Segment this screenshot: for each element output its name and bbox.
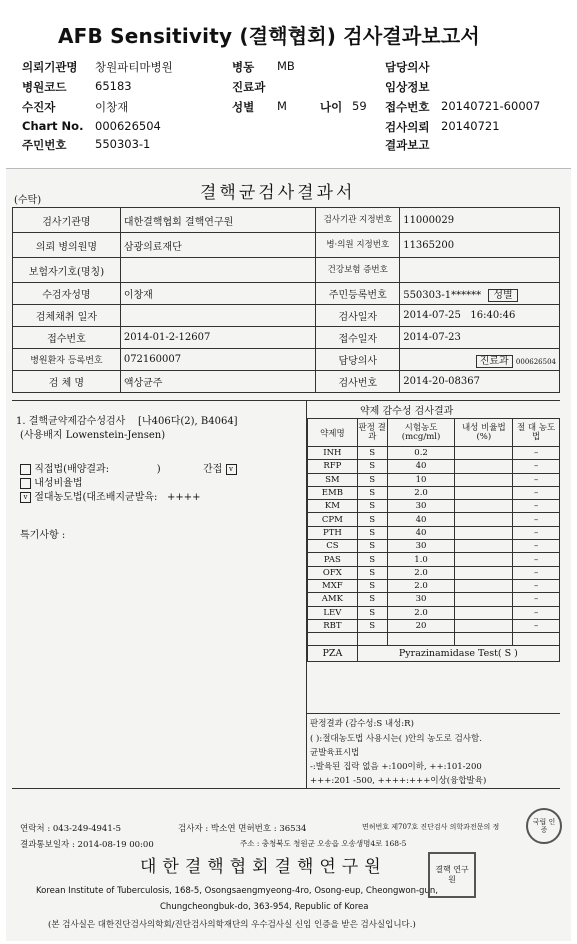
abs-cell: – [513, 500, 560, 513]
sensitivity-row [308, 593, 560, 606]
absolute-conc-method: v 절대농도법(대조배지균발육: ++++ [20, 488, 200, 503]
contact-line: 연락처 : 043-249-4941-5 [20, 824, 122, 834]
drug-cell: PAS [308, 553, 358, 566]
sens-title: 약제 감수성 검사결과 [360, 406, 454, 417]
ratio-cell [455, 513, 513, 526]
result-cell [357, 633, 387, 646]
request-date-label: 검사의뢰 [385, 120, 430, 134]
ratio-cell [455, 619, 513, 632]
conc-cell: 30 [387, 593, 455, 606]
ratio-cell [455, 553, 513, 566]
clinical-info-label: 임상정보 [385, 80, 430, 94]
examinee-label: 수검자성명 [13, 283, 121, 305]
result-cell: S [357, 473, 387, 486]
certification-seal-icon: 국립 인증 [526, 808, 562, 844]
result-cell: S [357, 460, 387, 473]
abs-cell: – [513, 566, 560, 579]
rrn-label: 주민번호 [22, 138, 67, 152]
sensitivity-rows [308, 447, 560, 646]
specimen-value: 액상균주 [120, 371, 316, 393]
hospital-code-value: 65183 [95, 79, 132, 93]
abs-cell: – [513, 593, 560, 606]
conc-cell: 0.2 [387, 447, 455, 460]
drug-cell [308, 633, 358, 646]
result-cell: S [357, 486, 387, 499]
sens-header-conc: 시험농도 (mcg/ml) [387, 419, 455, 447]
conc-cell: 20 [387, 619, 455, 632]
abs-cell: – [513, 619, 560, 632]
sensitivity-row [308, 633, 560, 646]
abs-cell [513, 633, 560, 646]
test-no-value: 2014-20-08367 [400, 371, 560, 393]
drug-cell: OFX [308, 566, 358, 579]
patient-value: 이창재 [95, 100, 129, 114]
drug-cell: MXF [308, 579, 358, 592]
license-line: 면허번호 제707호 진단검사 의학과전문의 정 [362, 823, 500, 831]
official-stamp-icon: 결핵 연구원 [428, 852, 476, 898]
sensitivity-row [308, 500, 560, 513]
rrn-doc-value: 550303-1****** [403, 290, 482, 301]
legend-line-3: 균발육표시법 [310, 748, 360, 758]
disclaimer: (본 검사실은 대한진단검사의학회/진단검사의학재단의 우수검사실 신임 인증을 받은 검사실입니다.) [48, 920, 416, 930]
test-org-no-label: 검사기관 지정번호 [316, 208, 400, 233]
direct-method: 직접법(배양결과: ) [20, 460, 161, 475]
org-address-en-1: Korean Institute of Tuberculosis, 168-5, Osongsaengmyeong-4ro, Osong-eup, Cheongwon-gun, [36, 886, 438, 896]
sensitivity-row [308, 566, 560, 579]
drug-cell: PTH [308, 526, 358, 539]
legend-rule [307, 713, 560, 714]
abs-cell: – [513, 526, 560, 539]
specimen-label: 검 체 명 [13, 371, 121, 393]
test-time-value: 16:40:46 [470, 310, 516, 321]
test-org-label: 검사기관명 [13, 208, 121, 233]
test-date-label: 검사일자 [316, 305, 400, 327]
abs-cell: – [513, 606, 560, 619]
legend-line-2: ( ):절대농도법 사용시는( )안의 농도로 검사함. [310, 734, 482, 744]
chart-label: Chart No. [22, 119, 84, 133]
insurance-label: 보험자기호(명칭) [13, 258, 121, 283]
report-title: AFB Sensitivity (결핵협회) 검사결과보고서 [58, 24, 480, 48]
legend-line-1: 판정결과 (감수성:S 내성:R) [310, 719, 414, 729]
receipt-date-value: 2014-07-23 [400, 327, 560, 349]
conc-cell [387, 633, 455, 646]
result-cell: S [357, 513, 387, 526]
absolute-checkbox: v [20, 492, 31, 503]
report-date-line: 결과통보일자 : 2014-08-19 00:00 [20, 840, 154, 850]
abs-cell: – [513, 486, 560, 499]
dept-doc-label: 진료과 [476, 355, 513, 368]
health-no-value [400, 258, 560, 283]
ratio-cell [455, 473, 513, 486]
test-date-cell [400, 305, 560, 327]
sensitivity-row [308, 513, 560, 526]
test-no-label: 검사번호 [316, 371, 400, 393]
req-org-no-label: 병·의원 지정번호 [316, 233, 400, 258]
ward-value: MB [277, 59, 295, 73]
absolute-value: ++++ [166, 492, 201, 503]
dept-doc-cell [400, 349, 560, 371]
accession-value: 20140721-60007 [441, 99, 541, 113]
conc-cell: 2.0 [387, 486, 455, 499]
dept-doc-value: 000626504 [515, 358, 556, 366]
result-cell: S [357, 553, 387, 566]
test-line-1: 1. 결핵균약제감수성검사 [나406다(2), B4064] [16, 416, 238, 427]
sensitivity-table [307, 418, 560, 662]
test-date-value: 2014-07-25 [403, 310, 461, 321]
result-cell: S [357, 447, 387, 460]
req-org-value: 삼광의료재단 [120, 233, 316, 258]
doctor-label: 담당의사 [385, 60, 430, 74]
ratio-cell [455, 540, 513, 553]
result-cell: S [357, 566, 387, 579]
legend-line-4: -:발육된 집락 없음 +:100이하, ++:101-200 [310, 762, 482, 772]
rrn-value: 550303-1 [95, 137, 151, 151]
abs-cell: – [513, 579, 560, 592]
panel-divider [306, 400, 307, 788]
dept-label: 진료과 [232, 80, 266, 94]
conc-cell: 10 [387, 473, 455, 486]
address-line: 주소 : 충청북도 청원군 오송읍 오송생명4로 168-5 [240, 839, 407, 848]
collect-date-label: 검체채취 일자 [13, 305, 121, 327]
ratio-cell [455, 593, 513, 606]
doctor-doc-label: 담당의사 [316, 349, 400, 371]
insurance-value [120, 258, 316, 283]
abs-cell: – [513, 553, 560, 566]
drug-cell: RBT [308, 619, 358, 632]
abs-cell: – [513, 460, 560, 473]
sensitivity-row [308, 447, 560, 460]
conc-cell: 2.0 [387, 606, 455, 619]
sensitivity-row [308, 540, 560, 553]
ratio-cell [455, 633, 513, 646]
test-org-value: 대한결핵협회 결핵연구원 [120, 208, 316, 233]
ratio-cell [455, 486, 513, 499]
ratio-cell [455, 447, 513, 460]
rrn-doc-label: 주민등록번호 [316, 283, 400, 305]
age-value: 59 [352, 99, 367, 113]
receipt-date-label: 접수일자 [316, 327, 400, 349]
result-cell: S [357, 579, 387, 592]
ratio-cell [455, 566, 513, 579]
ratio-cell [455, 579, 513, 592]
drug-cell: CPM [308, 513, 358, 526]
org-address-en-2: Chungcheongbuk-do, 363-954, Republic of Korea [160, 902, 369, 912]
examiner-line: 검사자 : 박소연 면허번호 : 36534 [178, 824, 307, 834]
indirect-method: 간접 v [203, 460, 237, 475]
sensitivity-row [308, 526, 560, 539]
result-cell: S [357, 593, 387, 606]
conc-cell: 40 [387, 513, 455, 526]
health-no-label: 건강보험 증번호 [316, 258, 400, 283]
report-label: 결과보고 [385, 138, 430, 152]
institution-label: 의뢰기관명 [22, 60, 78, 74]
resistance-ratio-method: 내성비율법 [20, 474, 83, 489]
pza-label: PZA [308, 646, 358, 662]
conc-cell: 2.0 [387, 579, 455, 592]
result-cell: S [357, 526, 387, 539]
req-org-label: 의뢰 병의원명 [13, 233, 121, 258]
org-name-kr: 대한결핵협회결핵연구원 [140, 857, 387, 877]
conc-cell: 1.0 [387, 553, 455, 566]
info-table [12, 207, 560, 393]
sensitivity-row [308, 606, 560, 619]
drug-cell: SM [308, 473, 358, 486]
chart-value: 000626504 [95, 119, 161, 133]
conc-cell: 30 [387, 540, 455, 553]
patient-label: 수진자 [22, 100, 56, 114]
sex-value: M [277, 99, 287, 113]
panel-top-rule [12, 400, 560, 401]
pza-value: Pyrazinamidase Test( S ) [357, 646, 559, 662]
receipt-tag: (수탁) [14, 195, 42, 206]
sensitivity-row [308, 460, 560, 473]
sensitivity-row [308, 486, 560, 499]
conc-cell: 30 [387, 500, 455, 513]
abs-cell: – [513, 473, 560, 486]
abs-cell: – [513, 513, 560, 526]
ratio-cell [455, 606, 513, 619]
drug-cell: AMK [308, 593, 358, 606]
drug-cell: KM [308, 500, 358, 513]
sensitivity-row [308, 473, 560, 486]
certificate-title: 결핵균검사결과서 [200, 183, 356, 203]
drug-cell: CS [308, 540, 358, 553]
ward-label: 병동 [232, 60, 255, 74]
ratio-cell [455, 460, 513, 473]
receipt-no-label: 접수번호 [13, 327, 121, 349]
age-label: 나이 [320, 100, 343, 114]
panel-bottom-rule [12, 788, 560, 789]
collect-date-value [120, 305, 316, 327]
sens-header-abs: 절 대 농도법 [513, 419, 560, 447]
drug-cell: LEV [308, 606, 358, 619]
examinee-value: 이창재 [120, 283, 316, 305]
conc-cell: 2.0 [387, 566, 455, 579]
ratio-cell [455, 500, 513, 513]
hosp-reg-label: 병원환자 등록번호 [13, 349, 121, 371]
sensitivity-row [308, 579, 560, 592]
test-org-no-value: 11000029 [400, 208, 560, 233]
conc-cell: 40 [387, 526, 455, 539]
result-cell: S [357, 540, 387, 553]
test-code: [나406다(2), B4064] [138, 416, 238, 427]
abs-cell: – [513, 540, 560, 553]
receipt-no-value: 2014-01-2-12607 [120, 327, 316, 349]
hosp-reg-value: 072160007 [120, 349, 316, 371]
indirect-checkbox: v [226, 464, 237, 475]
accession-label: 접수번호 [385, 100, 430, 114]
test-line-2: (사용배지 Lowenstein-Jensen) [20, 430, 166, 441]
institution-value: 창원파티마병원 [95, 60, 173, 74]
sex-label: 성별 [232, 100, 255, 114]
conc-cell: 40 [387, 460, 455, 473]
abs-cell: – [513, 447, 560, 460]
sex-doc-label: 성별 [488, 289, 517, 302]
drug-cell: RFP [308, 460, 358, 473]
hospital-code-label: 병원코드 [22, 80, 67, 94]
drug-cell: INH [308, 447, 358, 460]
drug-cell: EMB [308, 486, 358, 499]
sensitivity-row [308, 553, 560, 566]
sens-header-ratio: 내성 비율법(%) [455, 419, 513, 447]
req-org-no-value: 11365200 [400, 233, 560, 258]
request-date-value: 20140721 [441, 119, 500, 133]
sens-header-result: 판정 결과 [357, 419, 387, 447]
notes-label: 특기사항 : [20, 530, 66, 541]
legend-line-5: +++:201 -500, ++++:+++이상(융합발육) [310, 776, 487, 786]
result-cell: S [357, 500, 387, 513]
sensitivity-row [308, 619, 560, 632]
result-cell: S [357, 606, 387, 619]
result-cell: S [357, 619, 387, 632]
ratio-cell [455, 526, 513, 539]
sens-header-drug: 약제명 [308, 419, 358, 447]
rrn-doc-cell [400, 283, 560, 305]
